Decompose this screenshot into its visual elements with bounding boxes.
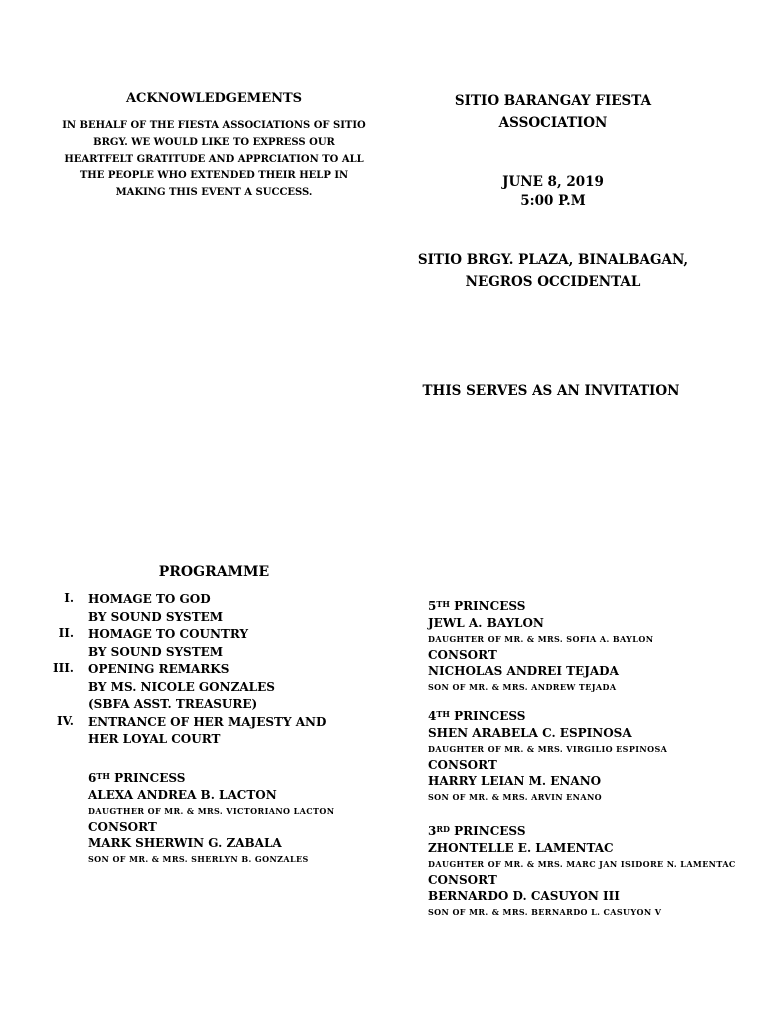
invitation-note: THIS SERVES AS AN INVITATION: [422, 383, 680, 399]
programme-item-line: HOMAGE TO COUNTRY: [88, 627, 249, 641]
princess-name: JEWL A. BAYLON: [428, 616, 544, 630]
princess-parents: DAUGTHER OF MR. & MRS. VICTORIANO LACTON: [88, 806, 335, 816]
princess-rank: 3RD PRINCESS: [428, 824, 526, 838]
programme-item-line: ENTRANCE OF HER MAJESTY AND: [88, 714, 327, 729]
programme-item-number: I.: [64, 591, 74, 605]
princess-parents: DAUGHTER OF MR. & MRS. VIRGILIO ESPINOSA: [428, 744, 668, 754]
consort-name: BERNARDO D. CASUYON III: [428, 889, 620, 903]
programme-item-line: (SBFA ASST. TREASURE): [88, 697, 258, 711]
court-entry-third: [428, 821, 768, 920]
programme-title: PROGRAMME: [158, 564, 270, 580]
programme-item-line: BY SOUND SYSTEM: [88, 609, 224, 624]
consort-parents: SON OF MR. & MRS. ANDREW TEJADA: [428, 682, 617, 692]
court-entry-fifth: [428, 596, 768, 695]
acknowledgements-title: ACKNOWLEDGEMENTS: [125, 91, 303, 106]
princess-parents: DAUGHTER OF MR. & MRS. SOFIA A. BAYLON: [428, 634, 654, 644]
event-venue: SITIO BRGY. PLAZA, BINALBAGAN, NEGROS OCCIDENTAL: [417, 252, 689, 290]
programme-item-line: BY SOUND SYSTEM: [88, 644, 224, 659]
programme-item: [40, 626, 380, 661]
programme-item-number: II.: [58, 626, 74, 640]
event-time: 5:00 P.M: [520, 192, 586, 209]
programme-item-number: IV.: [56, 713, 74, 728]
programme-item-number: III.: [52, 661, 74, 675]
programme-item: [40, 591, 380, 626]
consort-label: CONSORT: [428, 648, 497, 662]
princess-name: ZHONTELLE E. LAMENTAC: [428, 841, 614, 855]
princess-rank: 5TH PRINCESS: [428, 599, 526, 613]
consort-parents: SON OF MR. & MRS. SHERLYN B. GONZALES: [88, 854, 309, 864]
programme-item: [40, 661, 380, 714]
court-entry-fourth: [428, 706, 768, 805]
princess-rank: 4TH PRINCESS: [428, 709, 526, 723]
programme-list: [40, 591, 380, 749]
programme-item-line: BY MS. NICOLE GONZALES: [88, 679, 275, 694]
programme-item-line: HER LOYAL COURT: [88, 732, 221, 746]
event-datetime: [400, 173, 706, 210]
association-name: SITIO BARANGAY FIESTA ASSOCIATION: [454, 93, 652, 131]
court-entry-sixth: [88, 768, 428, 867]
consort-name: HARRY LEIAN M. ENANO: [428, 774, 602, 788]
consort-parents: SON OF MR. & MRS. ARVIN ENANO: [428, 792, 603, 802]
princess-parents: DAUGHTER OF MR. & MRS. MARC JAN ISIDORE N. LAMENTAC: [428, 859, 736, 869]
acknowledgements-body: IN BEHALF OF THE FIESTA ASSOCIATIONS OF SITIO BRGY. WE WOULD LIKE TO EXPRESS OUR HEARTFELT GRATITUDE AND APPRCIATION TO ALL THE PEOPLE WHO EXTENDED THEIR HELP IN MAKING THIS EVENT A SUCCESS.: [62, 120, 366, 199]
princess-name: SHEN ARABELA C. ESPINOSA: [428, 726, 632, 740]
princess-rank: 6TH PRINCESS: [88, 771, 186, 785]
consort-label: CONSORT: [428, 758, 497, 772]
consort-label: CONSORT: [428, 873, 497, 887]
princess-name: ALEXA ANDREA B. LACTON: [88, 788, 277, 802]
consort-label: CONSORT: [88, 820, 157, 834]
programme-item-line: OPENING REMARKS: [88, 662, 230, 676]
programme-item: [40, 714, 380, 749]
consort-name: NICHOLAS ANDREI TEJADA: [428, 664, 619, 678]
programme-item-line: HOMAGE TO GOD: [88, 592, 211, 606]
event-date: JUNE 8, 2019: [502, 174, 604, 190]
consort-name: MARK SHERWIN G. ZABALA: [88, 836, 282, 850]
consort-parents: SON OF MR. & MRS. BERNARDO L. CASUYON V: [428, 907, 662, 917]
